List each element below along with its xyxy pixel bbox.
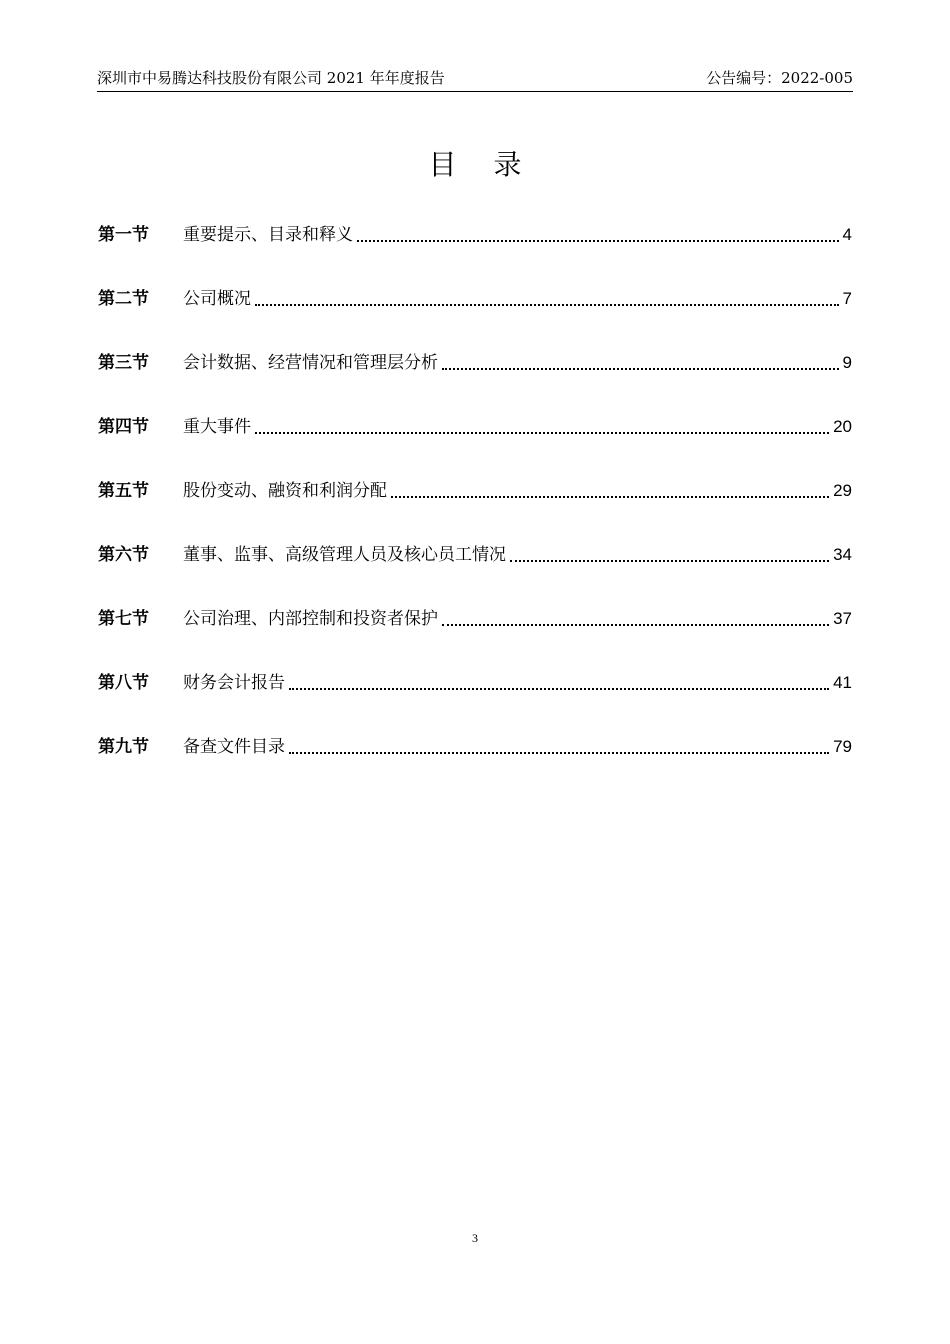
toc-section-title: 财务会计报告: [183, 673, 285, 693]
toc-page-number: 37: [833, 609, 852, 628]
toc-entry[interactable]: [98, 478, 852, 542]
toc-entry[interactable]: [98, 222, 852, 286]
toc-section-number: 第七节: [98, 609, 149, 629]
toc-section-number: 第六节: [98, 545, 149, 565]
toc-entry[interactable]: [98, 734, 852, 798]
page-title: 目 录: [428, 148, 536, 181]
toc-dot-leader: [289, 734, 829, 754]
toc-dot-leader: [255, 286, 839, 306]
toc-section-title: 公司概况: [183, 289, 251, 309]
toc-entry[interactable]: [98, 414, 852, 478]
toc-section-title: 备查文件目录: [183, 737, 285, 757]
page-header: [97, 66, 853, 92]
toc-page-number: 9: [842, 353, 852, 372]
toc-dot-leader: [442, 350, 839, 370]
toc-page-number: 20: [833, 417, 852, 436]
toc-section-title: 股份变动、融资和利润分配: [183, 481, 387, 501]
toc-section-number: 第二节: [98, 289, 149, 309]
toc-section-title: 重要提示、目录和释义: [183, 225, 353, 245]
toc-entry[interactable]: [98, 350, 852, 414]
toc-section-title: 重大事件: [183, 417, 251, 437]
toc-dot-leader: [357, 222, 839, 242]
toc-dot-leader: [255, 414, 829, 434]
header-company-report-title: 深圳市中易腾达科技股份有限公司 2021 年年度报告: [97, 69, 445, 87]
toc-page-number: 34: [833, 545, 852, 564]
toc-section-number: 第四节: [98, 417, 149, 437]
toc-page-number: 41: [833, 673, 852, 692]
toc-entry[interactable]: [98, 542, 852, 606]
toc-dot-leader: [510, 542, 829, 562]
table-of-contents: [98, 222, 852, 798]
toc-section-number: 第五节: [98, 481, 149, 501]
toc-dot-leader: [289, 670, 829, 690]
toc-section-number: 第九节: [98, 737, 149, 757]
toc-section-title: 会计数据、经营情况和管理层分析: [183, 353, 438, 373]
header-announcement-number: 公告编号：2022-005: [706, 69, 853, 87]
toc-page-number: 79: [833, 737, 852, 756]
toc-entry[interactable]: [98, 670, 852, 734]
toc-page-number: 29: [833, 481, 852, 500]
toc-section-number: 第三节: [98, 353, 149, 373]
toc-page-number: 7: [842, 289, 852, 308]
toc-section-title: 董事、监事、高级管理人员及核心员工情况: [183, 545, 506, 565]
toc-section-number: 第八节: [98, 673, 149, 693]
toc-section-number: 第一节: [98, 225, 149, 245]
toc-section-title: 公司治理、内部控制和投资者保护: [183, 609, 438, 629]
toc-entry[interactable]: [98, 286, 852, 350]
toc-dot-leader: [391, 478, 829, 498]
toc-dot-leader: [442, 606, 829, 626]
toc-page-number: 4: [842, 225, 852, 244]
toc-entry[interactable]: [98, 606, 852, 670]
footer-page-number: 3: [472, 1231, 478, 1245]
